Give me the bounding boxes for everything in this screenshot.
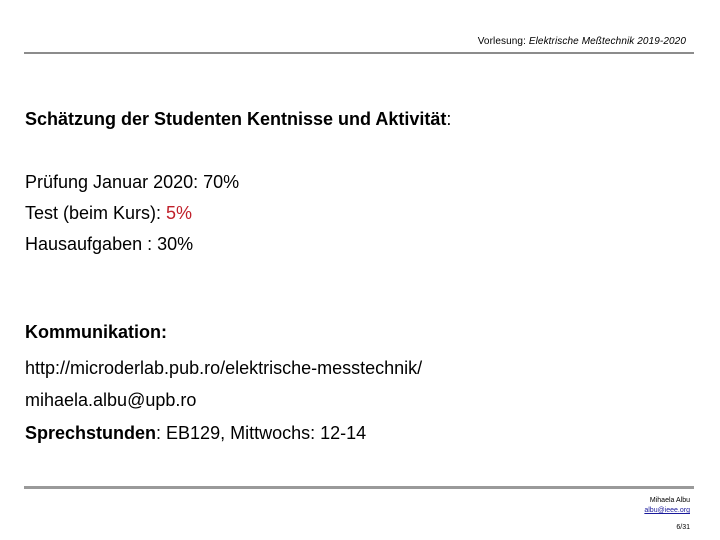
footer-email-link[interactable]: albu@ieee.org xyxy=(644,507,690,514)
slide-title xyxy=(25,109,451,130)
header-course: Elektrische Meßtechnik 2019-2020 xyxy=(528,36,686,47)
test-weight xyxy=(25,203,192,224)
contact-email-link[interactable]: mihaela.albu@upb.ro xyxy=(25,390,197,410)
footer-divider xyxy=(24,486,694,489)
footer-author: Mihaela Albu xyxy=(649,497,690,504)
header-prefix: Vorlesung: xyxy=(477,36,529,47)
title-text: Schätzung der Studenten Kentnisse und Aktivität xyxy=(25,109,447,129)
office-hours xyxy=(25,423,366,444)
header-divider xyxy=(24,52,694,54)
exam-weight: Prüfung Januar 2020: 70% xyxy=(25,172,240,192)
homework-weight: Hausaufgaben : 30% xyxy=(25,234,194,254)
test-value: 5% xyxy=(166,203,193,223)
title-colon: : xyxy=(446,109,452,129)
course-url-link[interactable]: http://microderlab.pub.ro/elektrische-messtechnik/ xyxy=(25,358,423,378)
office-hours-label: Sprechstunden xyxy=(25,423,157,443)
slide-header xyxy=(478,36,686,47)
communication-heading: Kommunikation: xyxy=(25,322,167,342)
test-label: Test (beim Kurs): xyxy=(25,203,167,223)
office-hours-value: : EB129, Mittwochs: 12-14 xyxy=(156,423,367,443)
page-number: 6/31 xyxy=(676,524,690,531)
